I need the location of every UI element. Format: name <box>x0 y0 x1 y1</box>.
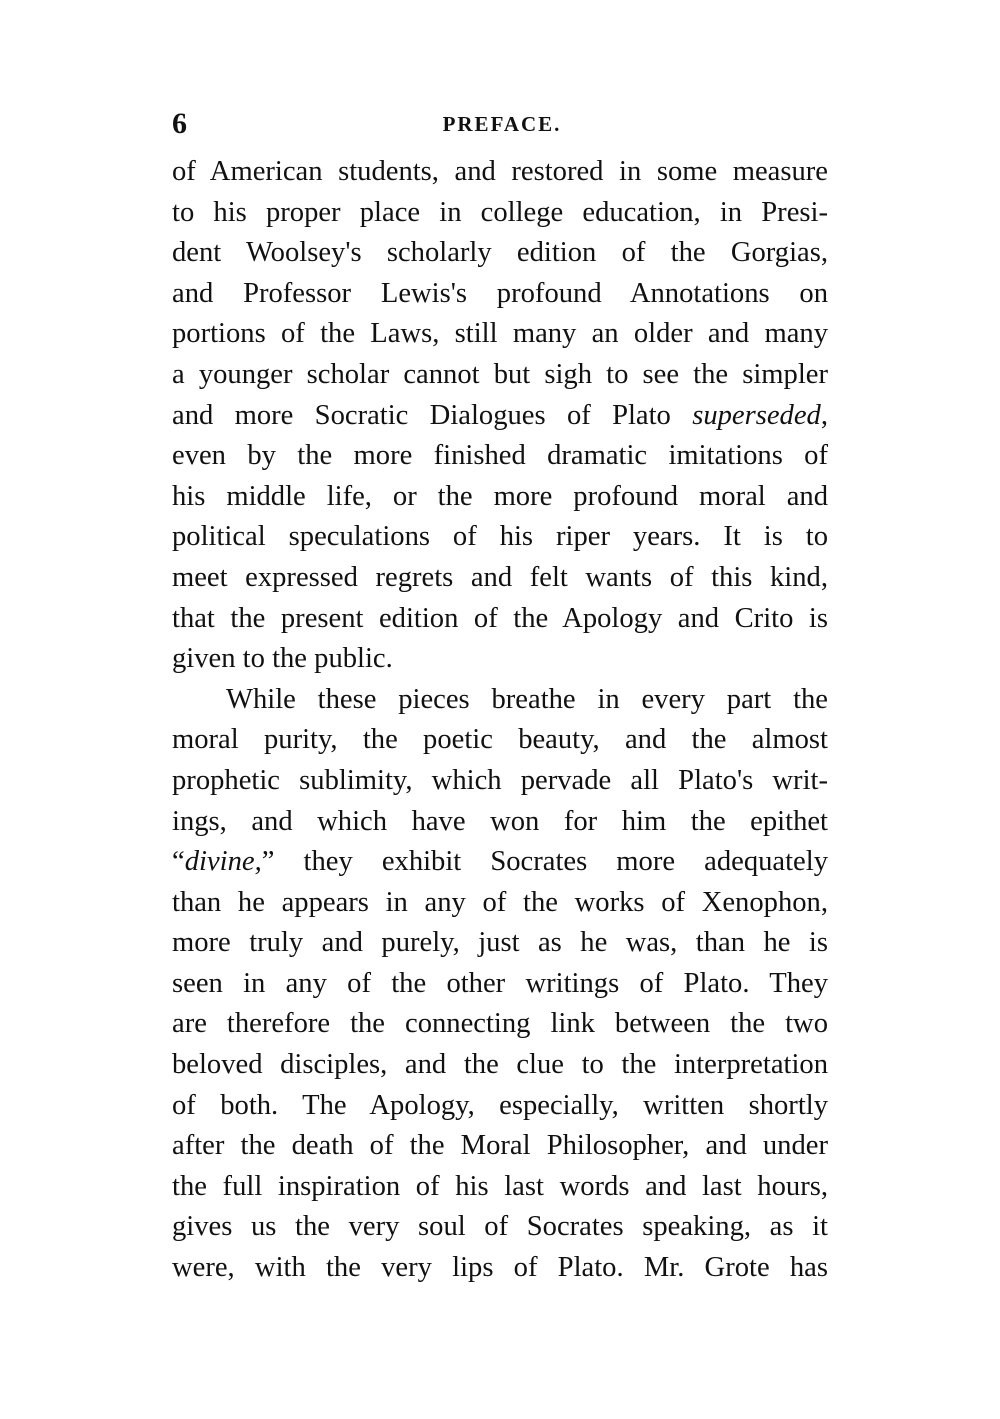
text-line: meet expressed regrets and felt wants of this kind, <box>172 561 828 593</box>
text-line: even by the more finished dramatic imitations of <box>172 440 828 472</box>
paragraph-1 <box>172 152 828 680</box>
line-segment: “ <box>172 846 185 878</box>
text-line: ings, and which have won for him the epithet <box>172 805 828 837</box>
text-line: gives us the very soul of Socrates speaking, as it <box>172 1211 828 1243</box>
italic-word: superseded <box>692 399 821 431</box>
text-line: portions of the Laws, still many an older and many <box>172 318 828 350</box>
text-line: were, with the very lips of Plato. Mr. Grote has <box>172 1252 828 1284</box>
page-number: 6 <box>172 107 187 140</box>
text-line: political speculations of his riper years. It is to <box>172 521 828 553</box>
text-line: moral purity, the poetic beauty, and the almost <box>172 724 828 756</box>
line-segment: ” they exhibit Socrates more adequately <box>261 846 828 878</box>
body-text <box>172 152 828 1289</box>
text-line: seen in any of the other writings of Plato. They <box>172 967 828 999</box>
page-header <box>172 102 832 146</box>
text-line: of both. The Apology, especially, written shortly <box>172 1089 828 1121</box>
italic-word: divine, <box>184 846 262 878</box>
line-segment: , <box>820 399 828 431</box>
text-line: While these pieces breathe in every part the <box>226 683 828 715</box>
text-line: his middle life, or the more profound moral and <box>172 480 828 512</box>
text-line: the full inspiration of his last words and last hours, <box>172 1170 828 1202</box>
text-line: prophetic sublimity, which pervade all Plato's writ- <box>172 764 828 796</box>
text-line: than he appears in any of the works of Xenophon, <box>172 886 828 918</box>
text-line: to his proper place in college education, in Presi- <box>172 196 828 228</box>
line-segment: and more Socratic Dialogues of Plato <box>172 399 693 431</box>
text-line-with-italic <box>172 396 828 437</box>
text-line: are therefore the connecting link between the two <box>172 1008 828 1040</box>
text-line: after the death of the Moral Philosopher, and under <box>172 1130 828 1162</box>
text-line: beloved disciples, and the clue to the interpretation <box>172 1049 828 1081</box>
text-line: that the present edition of the Apology and Crito is <box>172 602 828 634</box>
text-line: dent Woolsey's scholarly edition of the Gorgias, <box>172 237 828 269</box>
running-title: PREFACE. <box>442 112 562 136</box>
text-line: and Professor Lewis's profound Annotations on <box>172 277 828 309</box>
paragraph-2 <box>172 680 828 1289</box>
text-line-with-italic <box>172 842 828 883</box>
text-line: of American students, and restored in some measure <box>172 156 828 187</box>
text-line: a younger scholar cannot but sigh to see the simpler <box>172 358 828 390</box>
text-line: more truly and purely, just as he was, than he is <box>172 927 828 959</box>
text-line: given to the public. <box>172 643 393 675</box>
